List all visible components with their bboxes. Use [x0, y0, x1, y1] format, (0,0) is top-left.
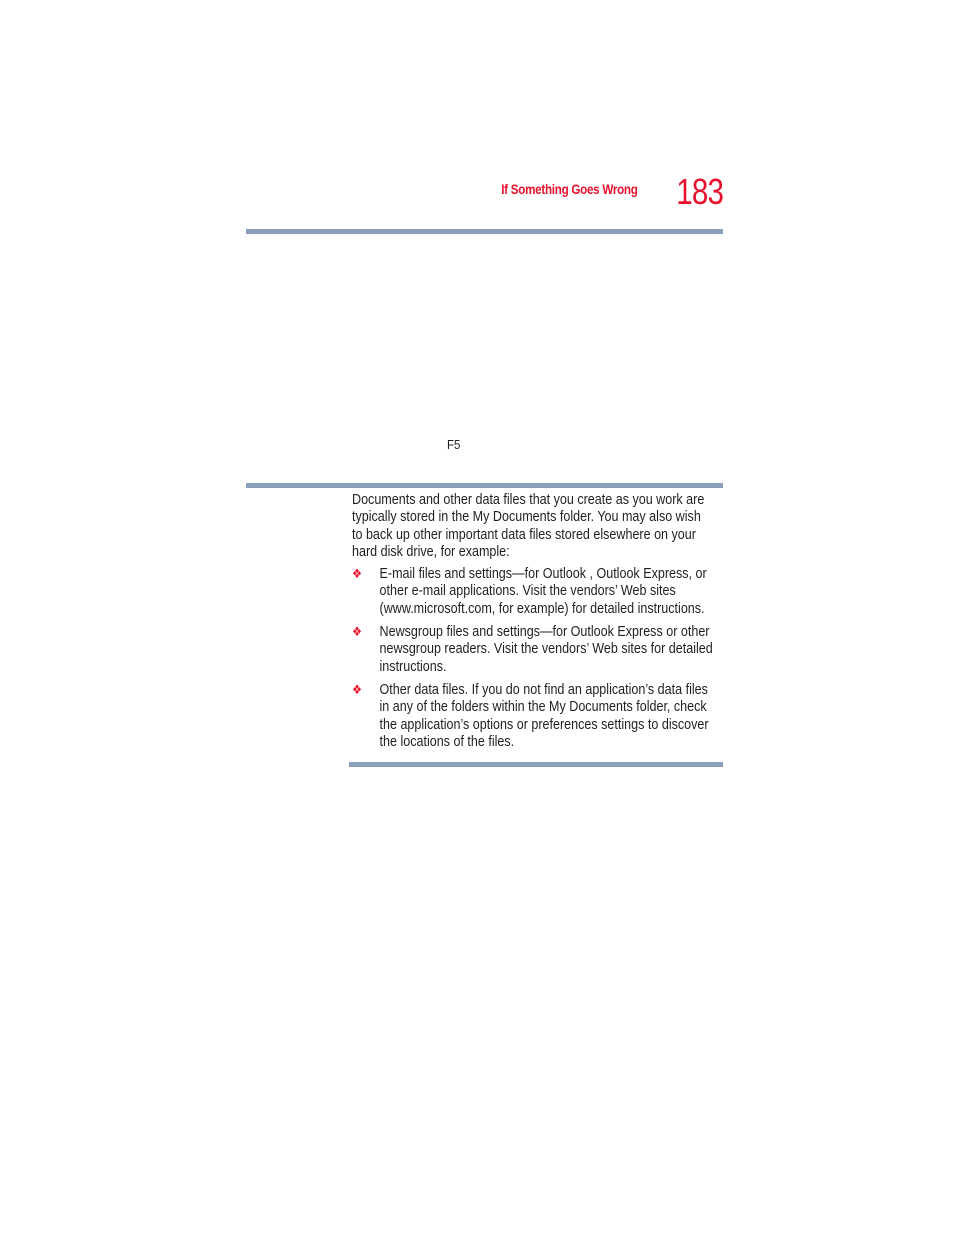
diamond-bullet-icon: ❖ — [352, 682, 363, 698]
key-label: F5 — [447, 437, 461, 452]
list-item-text: Other data files. If you do not find an application’s data files in any of the folders within the My Documents folder, check the application’s options or preferences settings to discover the locations of the files. — [379, 681, 709, 750]
list-item — [352, 682, 713, 751]
list-item-text: E-mail files and settings—for Outlook , Outlook Express, or other e-mail applications. Visit the vendors’ Web sites (www.microsoft.com, for example) for detailed instructions. — [379, 566, 707, 617]
header-divider — [246, 229, 723, 234]
bullet-list — [352, 566, 713, 751]
diamond-bullet-icon: ❖ — [352, 625, 363, 641]
list-item — [352, 566, 713, 618]
list-item — [352, 624, 713, 676]
section-divider — [246, 483, 723, 488]
list-item-text: Newsgroup files and settings—for Outlook Express or other newsgroup readers. Visit the vendors’ Web sites for detailed instructions. — [379, 624, 713, 675]
diamond-bullet-icon: ❖ — [352, 567, 363, 583]
footer-divider — [349, 762, 723, 767]
body-content — [352, 492, 713, 757]
section-title: If Something Goes Wrong — [501, 182, 638, 197]
page-number: 183 — [676, 171, 723, 212]
intro-paragraph: Documents and other data files that you create as you work are typically stored in the My Documents folder. You may also wish to back up other important data files stored elsewhere on your hard disk drive, for example: — [352, 492, 705, 560]
